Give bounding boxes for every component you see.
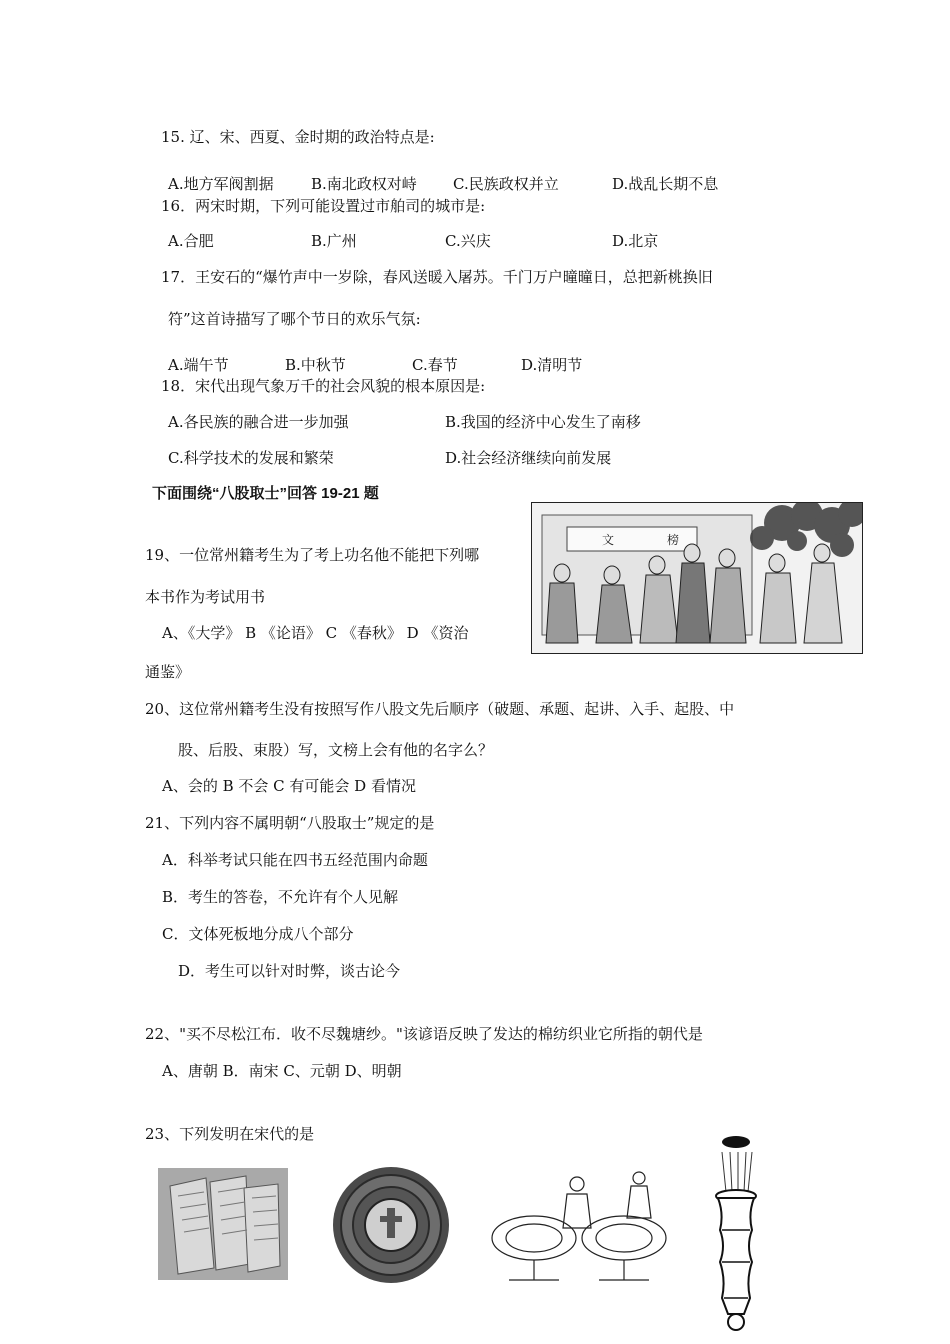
q18-option-b: B.我国的经济中心发生了南移 <box>445 413 641 431</box>
q17-option-c: C.春节 <box>412 356 458 374</box>
q16-option-c: C.兴庆 <box>445 232 491 250</box>
luopan-compass-image <box>330 1164 452 1286</box>
q21-option-a: A．科举考试只能在四书五经范围内命题 <box>162 851 428 869</box>
q19-options-line: A、《大学》 B 《论语》 C 《春秋》 D 《资治 <box>162 624 469 642</box>
q16-option-b: B.广州 <box>311 232 357 250</box>
q17-option-b: B.中秋节 <box>285 356 346 374</box>
q18-option-a: A.各民族的融合进一步加强 <box>168 413 349 431</box>
section-heading: 下面围绕“八股取士”回答 19-21 题 <box>152 485 379 502</box>
exam-scene-svg <box>532 503 862 653</box>
movable-type-svg <box>489 1168 671 1286</box>
q15-option-a: A.地方军阀割据 <box>168 175 274 193</box>
svg-text:榜: 榜 <box>667 533 680 547</box>
q22-options-line: A、唐朝 B．南宋 C、元朝 D、明朝 <box>162 1062 402 1080</box>
q15-option-b: B.南北政权对峙 <box>311 175 417 193</box>
books-svg <box>158 1168 288 1280</box>
q17-option-d: D.清明节 <box>521 356 583 374</box>
q21-option-c: C．文体死板地分成八个部分 <box>162 925 354 943</box>
rocket-svg <box>702 1134 768 1334</box>
q20-stem-line2: 股、后股、束股）写，文榜上会有他的名字么？ <box>178 741 494 759</box>
q21-option-d: D．考生可以针对时弊，谈古论今 <box>178 962 401 980</box>
q15-option-d: D.战乱长期不息 <box>612 175 719 193</box>
q19-stem-line1: 19、一位常州籍考生为了考上功名他不能把下列哪 <box>145 546 480 564</box>
movable-type-wheels-image <box>489 1168 671 1286</box>
q18-option-c: C.科学技术的发展和繁荣 <box>168 449 334 467</box>
q21-option-b: B．考生的答卷，不允许有个人见解 <box>162 888 399 906</box>
q23-stem: 23、下列发明在宋代的是 <box>145 1125 315 1143</box>
q19-options-wrap: 通鉴》 <box>145 663 191 681</box>
q20-stem-line1: 20、这位常州籍考生没有按照写作八股文先后顺序（破题、承题、起讲、入手、起股、中 <box>145 700 735 718</box>
q20-options-line: A、会的 B 不会 C 有可能会 D 看情况 <box>162 777 416 795</box>
q22-stem: 22、"买不尽松江布．收不尽魏塘纱。"该谚语反映了发达的棉纺织业它所指的朝代是 <box>145 1025 703 1043</box>
q15-option-c: C.民族政权并立 <box>453 175 559 193</box>
q19-stem-line2: 本书作为考试用书 <box>145 588 266 606</box>
q16-stem: 16．两宋时期，下列可能设置过市舶司的城市是: <box>161 197 486 215</box>
q18-option-d: D.社会经济继续向前发展 <box>445 449 612 467</box>
q18-stem: 18．宋代出现气象万千的社会风貌的根本原因是: <box>161 377 486 395</box>
q17-stem-line1: 17．王安石的“爆竹声中一岁除，春风送暖入屠苏。千门万户曈曈日，总把新桃换旧 <box>161 268 713 286</box>
q17-stem-line2: 符”这首诗描写了哪个节日的欢乐气氛: <box>168 310 421 328</box>
q15-stem: 15. 辽、宋、西夏、金时期的政治特点是: <box>161 128 435 146</box>
ancient-books-image <box>158 1168 288 1280</box>
compass-svg <box>330 1164 452 1286</box>
q21-stem: 21、下列内容不属明朝“八股取士”规定的是 <box>145 814 435 832</box>
exam-notice-illustration <box>531 502 863 654</box>
svg-text:文: 文 <box>602 533 615 547</box>
q16-option-d: D.北京 <box>612 232 659 250</box>
q16-option-a: A.合肥 <box>168 232 214 250</box>
fire-arrow-rocket-image <box>702 1134 768 1334</box>
q17-option-a: A.端午节 <box>168 356 229 374</box>
